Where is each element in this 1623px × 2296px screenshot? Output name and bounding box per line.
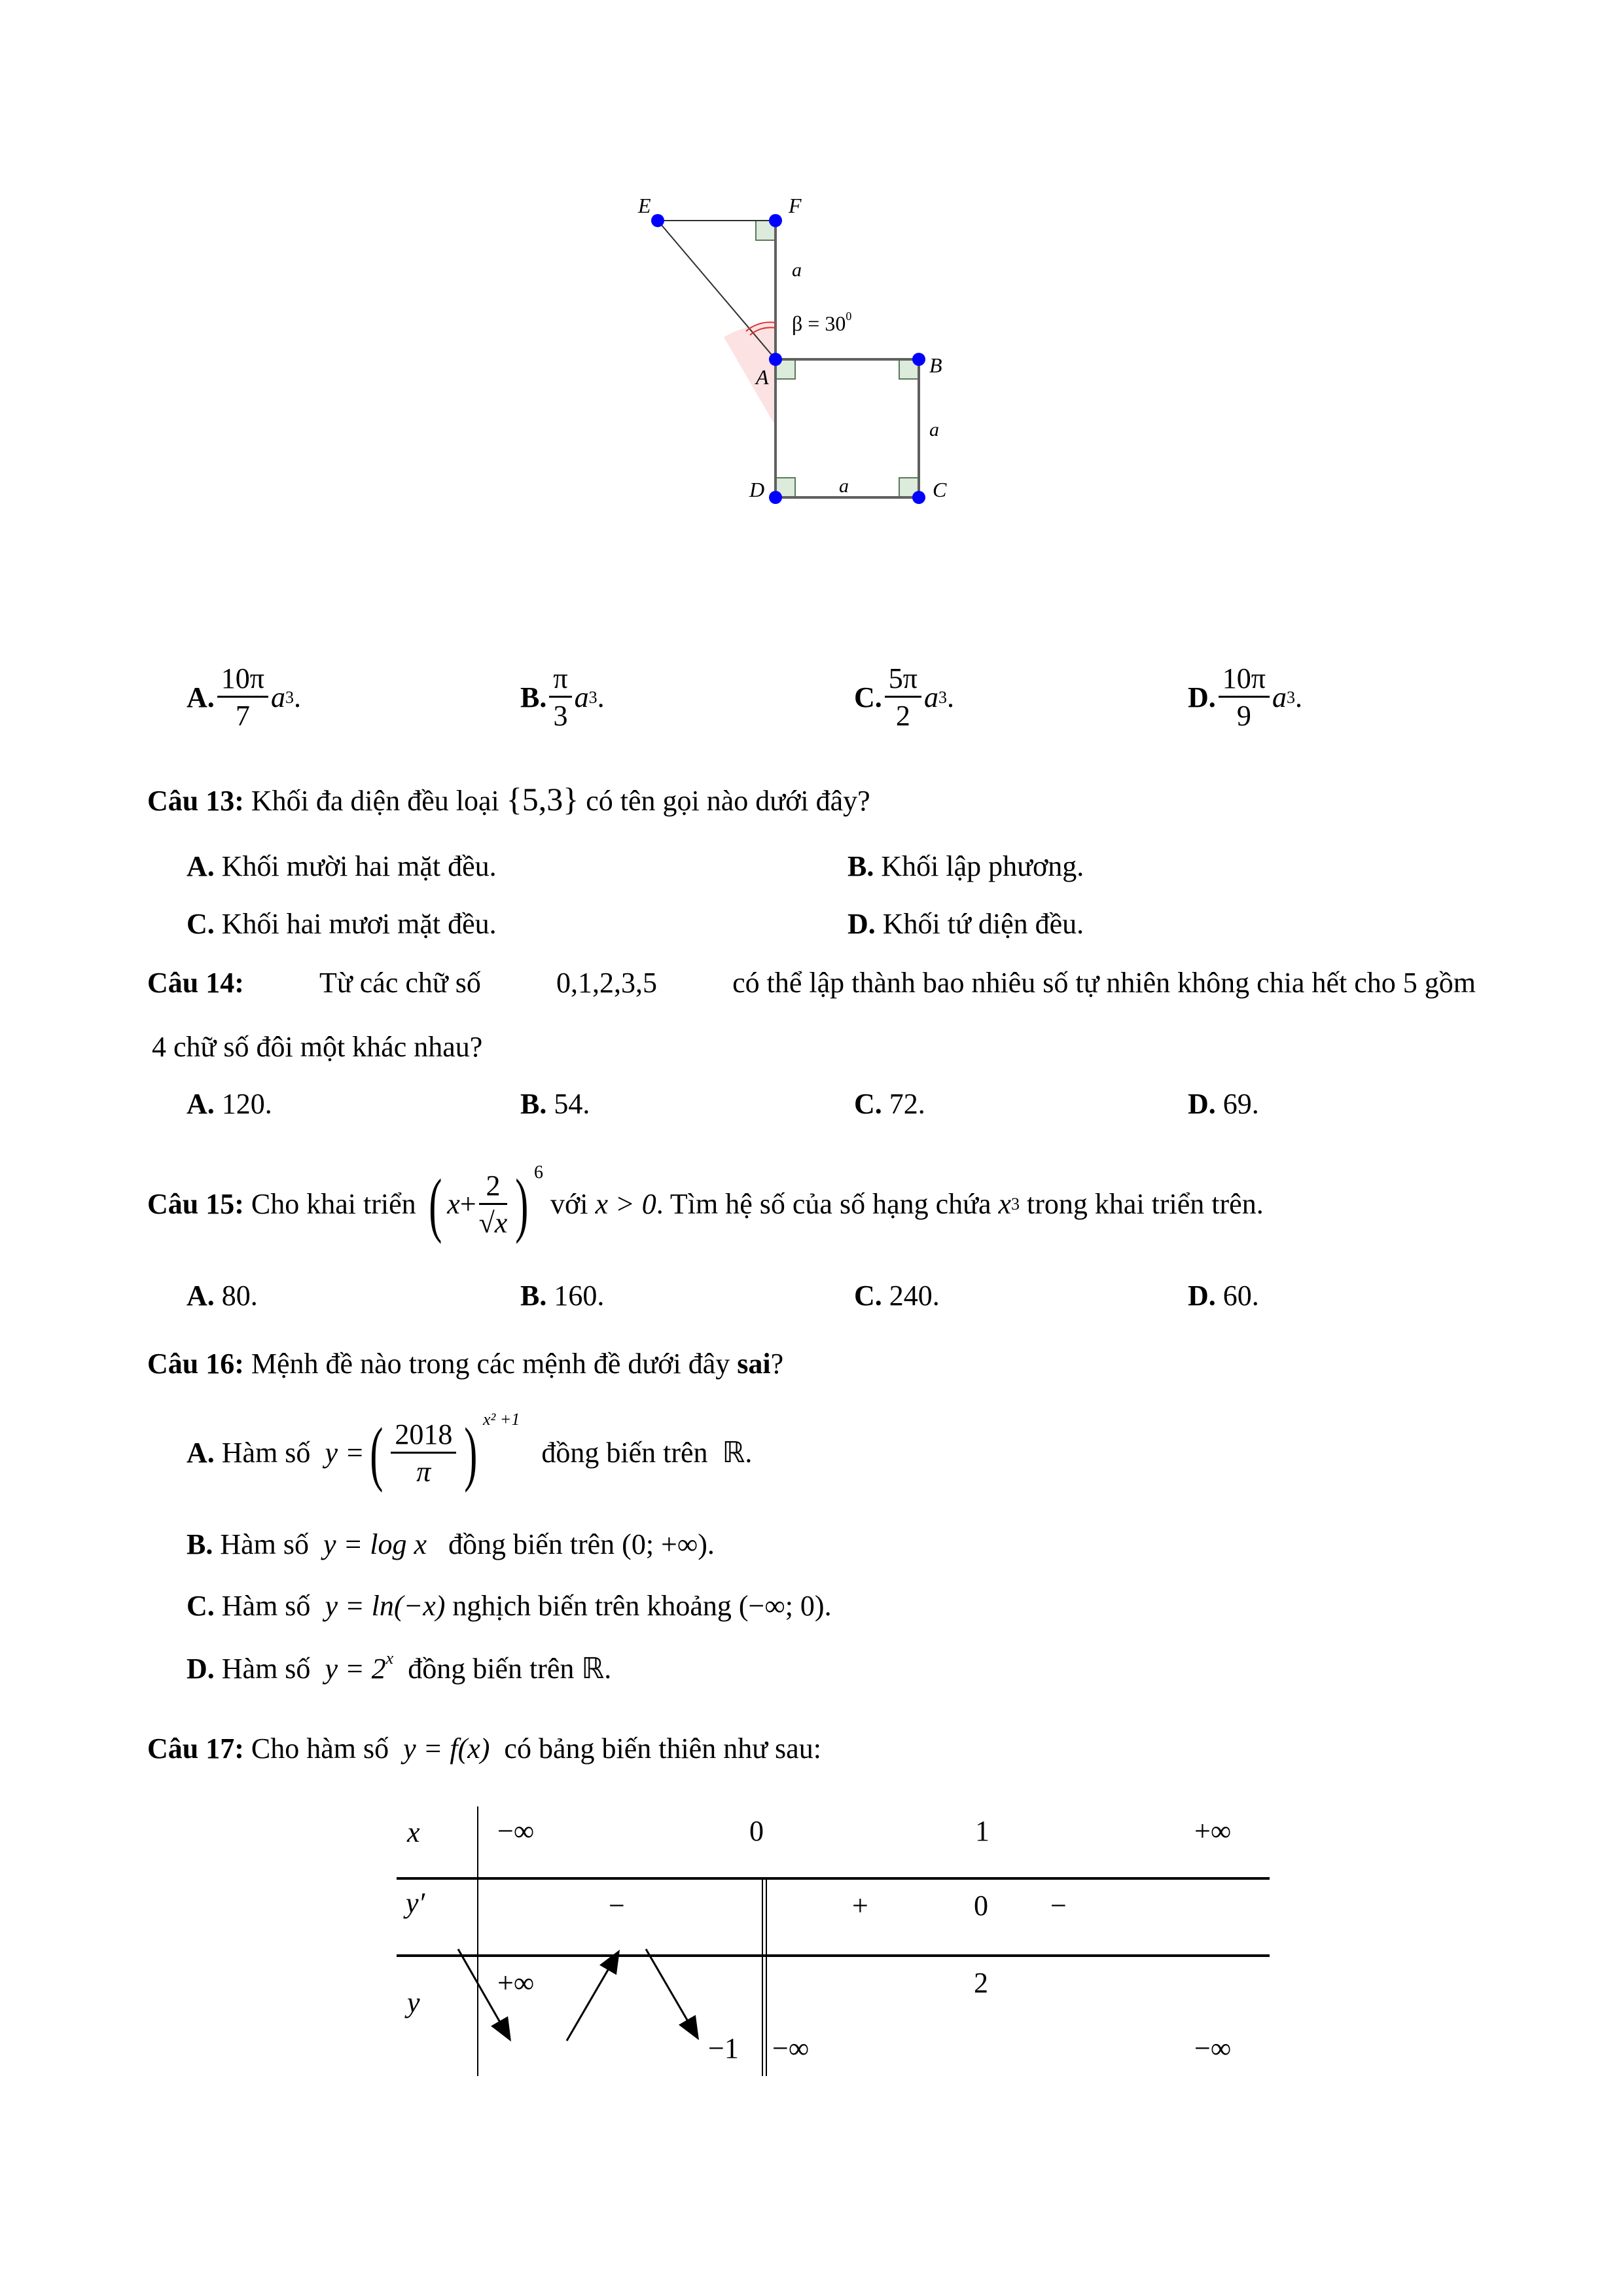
row-label-x: x: [407, 1816, 420, 1848]
q12-option-a[interactable]: A. $\frac{10\pi}{7}$ a 3 .: [187, 662, 301, 732]
variation-table: [393, 1793, 1283, 2094]
q15-option-b[interactable]: B. 160.: [520, 1280, 605, 1312]
angle-label: $\beta = 30^0$: [792, 310, 852, 335]
q12-option-b[interactable]: B. $\frac{\pi}{3}$ a 3 .: [520, 662, 605, 732]
q13-option-a[interactable]: A. Khối mười hai mặt đều.: [187, 850, 497, 882]
label-side-DC: a: [839, 475, 849, 497]
geometry-diagram: [622, 183, 1080, 655]
label-side-BC: a: [929, 419, 939, 440]
y-value-right-of-0: −∞: [772, 2032, 810, 2064]
q13-stem: Câu 13: Khối đa diện đều loại {5,3} có tên gọi nào dưới đây?: [147, 781, 870, 817]
q12-option-c[interactable]: C. $\frac{5\pi}{2}$ a 3 .: [854, 662, 954, 732]
yprime-sign-3: −: [1050, 1890, 1067, 1922]
q14-stem-line2: 4 chữ số đôi một khác nhau?: [152, 1031, 483, 1063]
y-value-left-of-0: −1: [708, 2032, 739, 2064]
q16-stem: Câu 16: Mệnh đề nào trong các mệnh đề dưới đây sai?: [147, 1348, 784, 1380]
row-label-yprime: y′: [406, 1887, 425, 1919]
q14-option-c[interactable]: C. 72.: [854, 1088, 925, 1120]
x-value-0: 0: [749, 1815, 764, 1847]
q13-option-c[interactable]: C. Khối hai mươi mặt đều.: [187, 908, 497, 940]
q13-option-d[interactable]: D. Khối tứ diện đều.: [847, 908, 1084, 940]
y-value-start: +∞: [497, 1967, 535, 1999]
q13-option-b[interactable]: B. Khối lập phương.: [847, 850, 1084, 882]
q16-option-c[interactable]: C. Hàm số y = ln(−x) nghịch biến trên khoảng (−∞; 0).: [187, 1590, 832, 1622]
q12-options: [187, 664, 1495, 743]
label-E: E: [638, 194, 651, 217]
q16-option-a[interactable]: A. Hàm số y = ( $\frac{2018}{\pi}$ ) x² +1 đồng biến trên ℝ .: [187, 1410, 753, 1493]
x-value-pos-inf: +∞: [1194, 1815, 1232, 1847]
decrease-arrow-2: [646, 1949, 697, 2037]
q16-option-d[interactable]: D. Hàm số $y = 2^x$ đồng biến trên ℝ.: [187, 1649, 612, 1685]
y-value-end: −∞: [1194, 2032, 1232, 2064]
q14-option-a[interactable]: A. 120.: [187, 1088, 272, 1120]
row-label-y: y: [407, 1986, 420, 2018]
yprime-zero: 0: [974, 1890, 988, 1922]
q14-option-b[interactable]: B. 54.: [520, 1088, 590, 1120]
label-C: C: [933, 478, 947, 501]
yprime-sign-2: +: [852, 1890, 868, 1922]
question-label: Câu 13:: [147, 785, 244, 817]
increase-arrow: [567, 1953, 618, 2041]
label-D: D: [749, 478, 765, 501]
q15-stem: Câu 15: Cho khai triển ( x + $\frac{2}{√x}$ ) 6 với x > 0 . Tìm hệ số của số hạng chứa x 3 trong khai triển trên.: [147, 1162, 1264, 1244]
geometry-figure: [622, 183, 1080, 655]
y-value-at-1: 2: [974, 1967, 988, 1999]
q14-option-d[interactable]: D. 69.: [1188, 1088, 1259, 1120]
label-side-AF: a: [792, 259, 802, 281]
label-F: F: [789, 194, 802, 217]
label-B: B: [929, 353, 942, 377]
q14-stem-line1: Câu 14: Từ các chữ số 0,1,2,3,5 có thể lập thành bao nhiêu số tự nhiên không chia hết cho 5 gồm: [147, 967, 1476, 999]
q16-option-b[interactable]: B. Hàm số y = log x đồng biến trên (0; +∞).: [187, 1528, 715, 1560]
q15-option-a[interactable]: A. 80.: [187, 1280, 258, 1312]
x-value-1: 1: [975, 1815, 990, 1847]
x-value-neg-inf: −∞: [497, 1815, 535, 1847]
label-A: A: [756, 365, 769, 389]
yprime-sign-1: −: [609, 1890, 625, 1922]
q15-option-d[interactable]: D. 60.: [1188, 1280, 1259, 1312]
q17-stem: Câu 17: Cho hàm số y = f(x) có bảng biến thiên như sau:: [147, 1732, 821, 1765]
q15-option-c[interactable]: C. 240.: [854, 1280, 940, 1312]
q12-option-d[interactable]: D. $\frac{10\pi}{9}$ a 3 .: [1188, 662, 1302, 732]
